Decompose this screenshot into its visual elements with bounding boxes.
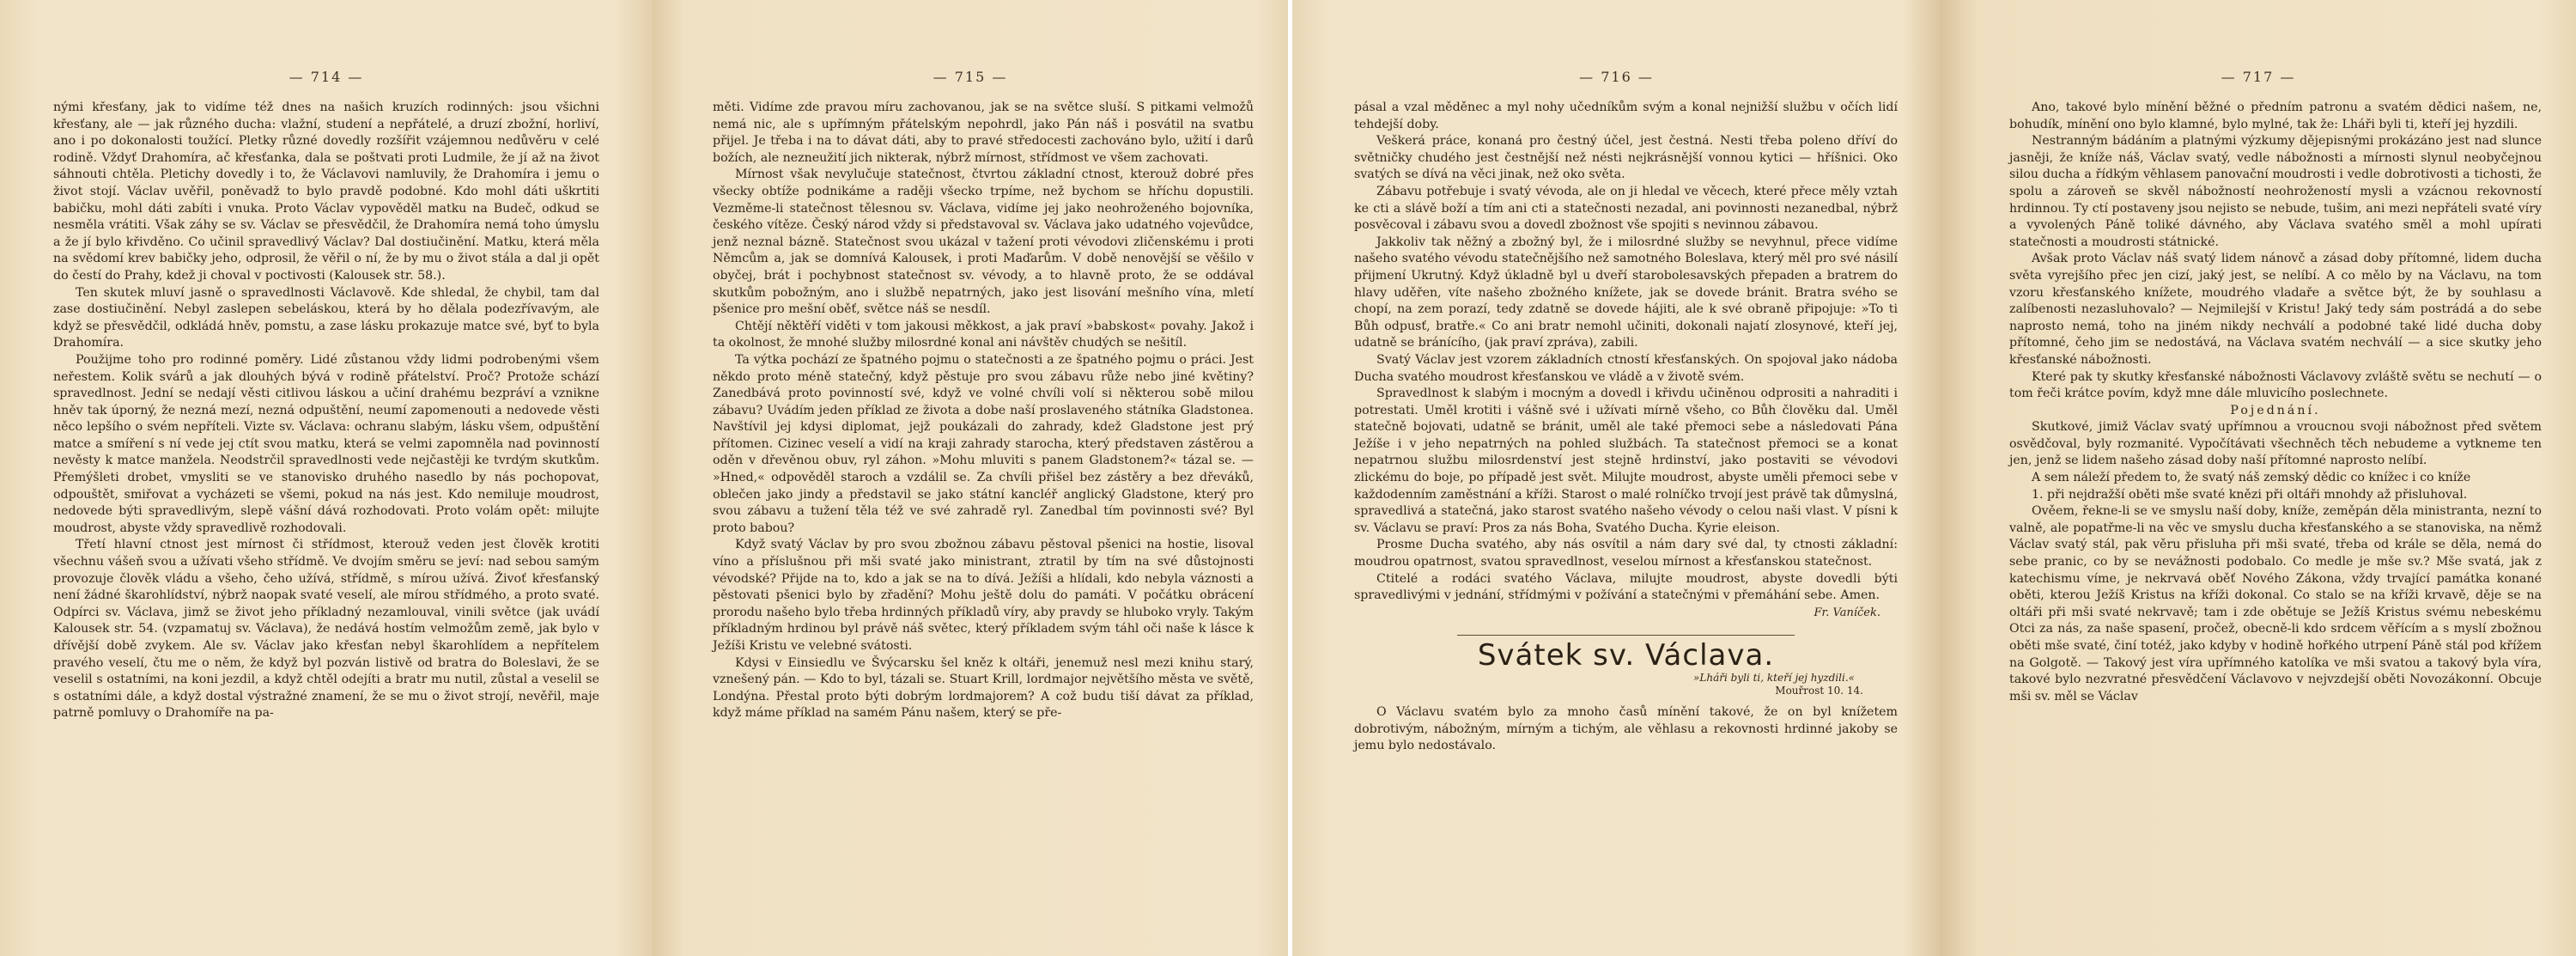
paragraph: Veškerá práce, konaná pro čestný účel, jest čestná. Nesti třeba poleno dříví do světničky chudého jest čestnější než nésti nejkrásnější vonnou kytici — hříšnici. Oko svatých se dívá na věci jinak, než oko světa. (1354, 134, 1898, 182)
paragraph: Třetí hlavní ctnost jest mírnost či střídmost, kterouž veden jest člověk krotiti všechnu vášeň svou a užívati všeho střídmě. Ve dvojím směru se jeví: nad sebou samým provozuje člověk vládu a všeho, čeho užívá, střídmě, s mírou užívá. Živoť křesťanský není žádné škarohlídství, nýbrž naopak svaté veselí, ale mírou střídmého, a proto svaté. Odpírci sv. Václava, jimž se život jeho příkladný nezamlouval, vinili světce (jak uvádí Kalousek str. 54. (vzpamatuj sv. Václava), že nedává hostím velmožům země, jak bylo v dřívější době zvykem. Ale sv. Václav jako křesťan nebyl škarohlídem a nepřítelem pravého veselí, čtu me o něm, že když byl pozván listivě od bratra do Boleslavi, že se veselil s ostatními, na koni jezdil, a když chtěl odejíti a bratr mu nutil, zůstal a veselil se s ostatními dále, a když dostal výstražné znamení, že se mu o život strojí, nevěřil, maje patrně pomluvy o Drahomíře na pa- (53, 538, 599, 721)
paragraph: Nestranným bádáním a platnými výzkumy dějepisnými prokázáno jest nad slunce jasněji, že kníže náš, Václav svatý, vedle nábožnosti a mírnosti slynul neobyčejnou silou ducha a řídkým věhlasem panovační moudrosti i vedle dobrotivosti a tichosti, že spolu a zároveň se skvěl nábožností neohrožeností mysli a vzácnou rekovností hrdinnou. Ty ctí postaveny jsou nejisto se nebude, tušim, ani mezi nepřáteli svaté víry a vyvolených Páně toliké dávného, aby Václava svatého směl a mohl upírati statečnosti a moudrosti státnické. (2009, 134, 2542, 249)
page-number: — 717 — (2221, 69, 2296, 85)
page-body (1354, 100, 1898, 755)
paragraph: A sem náleží předem to, že svatý náš zemský dědic co knížec i co kníže (2032, 471, 2471, 485)
motto-source: Mouřrost 10. 14. (1775, 685, 1863, 697)
paragraph: Jakkoliv tak něžný a zbožný byl, že i milosrdné služby se nevyhnul, přece vidíme našeho svatého vévodu statečnějšího než samotného Boleslava, který měl pro své násilí přijmení Ukrutný. Když úkladně byl u dveří starobolesavských přepaden a bratrem do hlavy uděřen, víte našeho zbožného knížete, jak se dovede bránit. Bratra svého se chopí, na zem porazí, tedy zdatně se dovede hájiti, ale k své obraně připojuje: »To ti Bůh odpusť, bratře.« Co ani bratr nemohl učiniti, dokonali najatí zlosynové, kteří jej, udatně se bránícího, (jak praví zpráva), zabili. (1354, 234, 1898, 350)
paragraph: Skutkové, jimiž Václav svatý upřímnou a vroucnou svoji nábožnost před světem osvědčoval, byly rozmanité. Vypočítávati všechněch těch nebudeme a vytkneme ten jen, jenž se lidem našeho zásad doby naší přítomné naprosto nelíbí. (2009, 420, 2542, 468)
paragraph: Mírnost však nevylučuje statečnost, čtvrtou základní ctnost, kterouž dobré přes všecky obtíže podnikáme a raději všecko trpíme, než bychom se hříchu dopustili. Vezměme-li statečnost tělesnou sv. Václava, vidíme jej jako neohroženého bojovníka, českého vítěze. Český národ vždy si představoval sv. Václava jako udatného vojevůdce, jenž neznal bázně. Statečnost svou ukázal v tažení proti vévodovi zličenskému i proti Němcům a, jak se domnívá Kalousek, i proti Maďarům. V době nenovější se věšilo v obyčej, brát i pochybnost statečnost sv. vévody, a to hlavně proto, že se oddával skutkům pobožným, ano i službě nepatrných, jako jest lisování mešního vína, mletí pšenice pro mešní oběť, světce náš se nesdíl. (713, 167, 1254, 317)
motto: »Lháři byli ti, kteří jej hyzdili.« (1693, 672, 1855, 684)
page-number: — 715 — (933, 69, 1008, 85)
paragraph: Které pak ty skutky křesťanské nábožnosti Václavovy zvláště světu se nechutí — o tom řeči krátce povím, když mne dále mluvicího poslechnete. (2009, 369, 2542, 401)
page-body (713, 100, 1254, 722)
signature: Fr. Vaníček. (1814, 606, 1880, 619)
page-715 (653, 0, 1288, 956)
paragraph: Ověem, řekne-li se ve smyslu naší doby, kníže, zeměpán děla ministranta, nezní to valně, ale popatřme-li na věc ve smyslu ducha křesťanského a se stanoviska, na němž Václav svatý stál, pak věru přisluha při mši svaté, třeba od krále se děla, nemá do sebe pranic, co by se nevážnosti podobalo. Co medle je mše sv.? Mše svatá, jak z katechismu víme, je nekrvavá oběť Nového Zákona, vždy trvající památka konané oběti, kterou Ježíš Kristus na kříži dokonal. Co stalo se na kříži krvavě, děje se na oltáři při mši svaté nekrvavě; tam i zde obětuje se Ježíš Kristus svému nebeskému Otci za nás, za naše spasení, pročež, obecně-li kdo srdcem věřícím a s myslí zbožnou oběti mše svaté, činí totéž, jako kdyby v hodině hořkého utrpení Páně stál pod křížem na Golgotě. — Takový jest víra upřímného katolíka ve mši svatou a takový byla víra, takové bylo nezvratné přesvědčení Václavovo v nejvzdejší oběti Novozákonní. Obcuje mši sv. měl se Václav (2009, 504, 2542, 703)
section-title: Svátek sv. Václava. (1477, 638, 1775, 673)
page-number: — 714 — (289, 69, 364, 85)
page-717 (1941, 0, 2576, 956)
page-body (53, 100, 599, 722)
paragraph: 1. při nejdražší oběti mše svaté knězi při oltáři mnohdy až přisluhoval. (2032, 487, 2468, 502)
page-714 (0, 0, 653, 956)
paragraph: Avšak proto Václav náš svatý lidem nánovč a zásad doby přítomné, lidem ducha světa vyrejšího přec jen cizí, jaký jest, se nelíbí. A co mělo by na Václavu, na tom vzoru křesťanského knížete, moudrého vladaře a světce být, že by souhlasu a zalíbenosti nezasluhovalo? — Nejmilejší v Kristu! Jaký tedy sám postrádá a do sebe naprosto nemá, toho na jiném nikdy nechválí a podobné také lidé ducha doby přítomné, čeho jim se nedostává, na Václava svatém nechválí — a sice skutky jeho křesťanské nábožnosti. (2009, 252, 2542, 367)
paragraph: měti. Vidíme zde pravou míru zachovanou, jak se na světce sluší. S pitkami velmožů nemá nic, ale s upřímným přátelským nepohrdl, jako Pán náš i posvátil na svatbu přijel. Je třeba i na to dávat dáti, aby to pravé středocesti zachováno bylo, užití i darů božích, ale nezneužití jich nikterak, nýbrž mírnost, střídmost ve všem zachovati. (713, 100, 1254, 165)
paragraph: Ctitelé a rodáci svatého Václava, milujte moudrost, abyste dovedli býti spravedlivými v jednání, střídmými v požívání a statečnými v přemáhání sebe. Amen. (1354, 571, 1898, 603)
paragraph: Prosme Ducha svatého, aby nás osvítil a nám dary své dal, ty ctnosti základní: moudrou opatrnost, svatou spravedlnost, veselou mírnost a křesťanskou statečnost. (1354, 538, 1898, 569)
paragraph: pásal a vzal měděnec a myl nohy učedníkům svým a konal nejnižší službu v očích lidí tehdejší doby. (1354, 100, 1898, 131)
page-body (2009, 100, 2542, 705)
page-716 (1292, 0, 1941, 956)
paragraph: Ano, takové bylo mínění běžné o předním patronu a svatém dědici našem, ne, bohudík, mínění ono bylo klamné, bylo mylné, tak že: Lháři byli ti, kteří jej hyzdili. (2009, 100, 2542, 131)
paragraph: Když svatý Václav by pro svou zbožnou zábavu pěstoval pšenici na hostie, lisoval víno a příslušnou při mši svaté jako ministrant, ztratil by tím na své důstojnosti vévodské? Přijde na to, kdo a jak se na to dívá. Ježíši a hlídali, kdo nebyla váznosti a pěstovati pšenici bylo by zřadění? Mohu ještě dolu do památi. V počátku obrácení prorodu našeho bylo třeba hrdinných příkladů víry, aby pravdy se hluboko vryly. Takým příkladným hrdinou byl právě náš světec, který příkladem svým táhl oči naše k lásce k Ježíši Kristu ve velebné svátosti. (713, 538, 1254, 653)
paragraph: Spravedlnost k slabým i mocným a dovedl i křivdu učiněnou odprositi a nahraditi i potrestati. Uměl krotiti i vášně své i užívati mírně všeho, co Bůh člověku dal. Uměl statečně bojovati, udatně se bránit, uměl ale také přemoci sebe a následovati Pána Ježíše i v jeho nepatrných na pohled službách. Ta statečnost přemoci se a konat nepatrnou službu milosrdenství jest stejně hrdinství, jako postaviti se vévodovi zlickému do boje, po případě jest svět. Milujte moudrost, abyste uměli přemoci sebe v každodenním zaměstnání a kříži. Starost o malé rolníčko trvojí jest právě tak důmyslná, spravedlivá a statečná, jako starost svatého našeho vévody o celou naši vlast. V písni k sv. Václavu se praví: Pros za nás Boha, Svatého Ducha. Kyrie eleison. (1354, 387, 1898, 535)
paragraph: Zábavu potřebuje i svatý vévoda, ale on ji hledal ve věcech, které přece měly vztah ke cti a slávě boží a tím ani cti a statečnosti nezadal, ani povinnosti nezanedbal, nýbrž posvěcoval i zábavu svou a dovedl zbožnost vše spojiti s nevinnou zábavou. (1354, 184, 1898, 233)
section-heading: Pojednání. (2230, 403, 2321, 417)
section-divider (1457, 635, 1794, 636)
paragraph: Ta výtka pochází ze špatného pojmu o statečnosti a ze špatného pojmu o práci. Jest někdo proto méně statečný, když pěstuje pro svou zábavu růže nebo jiné květiny? Zanedbává proto povinností své, když ve volné chvíli volí si některou sobě milou zábavu? Uvádím jeden příklad ze života a dobe naší proslaveného státníka Gladstonea. Navštívil jej kdysi diplomat, jejž poukázali do zahrady, kdež Gladstone jest prý přítomen. Cizinec veselí a vidí na kraji zahrady starocha, který představen zástěrou a oděn v dřevěnou obuv, ryl záhon. »Mohu mluviti s panem Gladstonem?« tázal se. — »Hned,« odpověděl staroch a vzdálil se. Za chvíli přišel bez zástěry a bez dřeváků, oblečen jako jindy a představil se jako státní kancléř anglický Gladstone, který pro svou zábavu a tužení těla též ve své zahradě ryl. Zanedbal tím povinnosti své? Byl proto babou? (713, 352, 1254, 535)
paragraph: Kdysi v Einsiedlu ve Švýcarsku šel kněz k oltáři, jenemuž nesl mezi knihu starý, vznešený pán. — Kdo to byl, tázali se. Stuart Krill, lordmajor největšího města ve světě, Londýna. Přestal proto býti dobrým lordmajorem? A což budu tiší dávat za příklad, když máme příklad na samém Pánu našem, který se pře- (713, 655, 1254, 721)
paragraph: O Václavu svatém bylo za mnoho časů mínění takové, že on byl knížetem dobrotivým, nábožným, mírným a tichým, ale věhlasu a rekovnosti hrdinné jakoby se jemu bylo nedostávalo. (1354, 705, 1898, 753)
paragraph: Ten skutek mluví jasně o spravedlnosti Václavově. Kde shledal, že chybil, tam dal zase dostiučinění. Nebyl zaslepen sebeláskou, která by ho dělala podezřívavým, ale když se přesvědčil, odkládá hněv, pomstu, a zase lásku prokazuje matce své, byť to byla Drahomíra. (53, 285, 599, 350)
paragraph: Svatý Václav jest vzorem základních ctností křesťanských. On spojoval jako nádoba Ducha svatého moudrost křesťanskou ve vládě a v životě svém. (1354, 352, 1898, 384)
paragraph: Použijme toho pro rodinné poměry. Lidé zůstanou vždy lidmi podrobenými všem neřestem. Kolik svárů a jak dlouhých bývá v rodině přátelství. Proč? Protože schází spravedlnost. Jední se nedají věsti citlivou láskou a učiní drahému bezpráví a vznikne hněv tak úporný, že nezná mezí, nezná odpuštění, neumí zapomenouti a nedovede věsti něco lepšího o svém nepříteli. Vizte sv. Václava: ochranu slabým, lásku všem, odpuštění matce a smíření s ní vede jej ctít svou matku, která se velmi zapomněla nad povinností nevěsty k matce manžela. Neodstrčil spravedlnosti vede nejčastěji ke tvrdým skutkům. Přemýšleti drobet, vmysliti se ve stanovisko druhého nasedlo by nás pochopovat, odpouštět, smiřovat a vycházeti se všemi, pokud na nás jest. Kdo nemiluje moudrost, nedovede býti spravedlivým, slepě vášní dává rozhodovati. Proto volám opět: milujte moudrost, abyste vždy spravedlivě rozhodovali. (53, 352, 599, 535)
paragraph: Chtějí něktěří viděti v tom jakousi měkkost, a jak praví »babskost« povahy. Jakož i ta okolnost, že mnohé služby milosrdné konal ani návštěv chudých se nešitíl. (713, 319, 1254, 350)
paragraph: nými křesťany, jak to vidíme též dnes na našich kruzích rodinných: jsou všichni křesťany, ale — jak různého ducha: vlažní, studení a nepřátelé, a druzí zbožní, horliví, ano i po dokonalosti toužící. Pletky různé dovedly rozšířit vzájemnou nedůvěru v celé rodině. Vždyť Drahomíra, ač křesťanka, dala se poštvati proti Ludmile, že jí až na život sáhnouti chtěla. Pletichy dovedly i to, že Václavovi namluvily, že Drahomíra i jemu o život stojí. Václav uvěřil, poněvadž to bylo pravdě podobné. Kdo mohl dáti uškrtiti babičku, mohl dáti zabíti i vnuka. Proto Václav vypověděl matku na Budeč, odkud se nesměla vrátiti. Však záhy se sv. Václav se přesvědčil, že Drahomíra nemá toho úmyslu a že jí bylo křivděno. Co učinil spravedlivý Václav? Dal dostiučinění. Matku, která měla na svědomí krev babičky jeho, odprosil, že věřil o ní, že by mu o život stála a dal ji opět do čestí do Prahy, kdež ji choval v poctivosti (Kalousek str. 58.). (53, 100, 599, 283)
page-number: — 716 — (1579, 69, 1654, 85)
